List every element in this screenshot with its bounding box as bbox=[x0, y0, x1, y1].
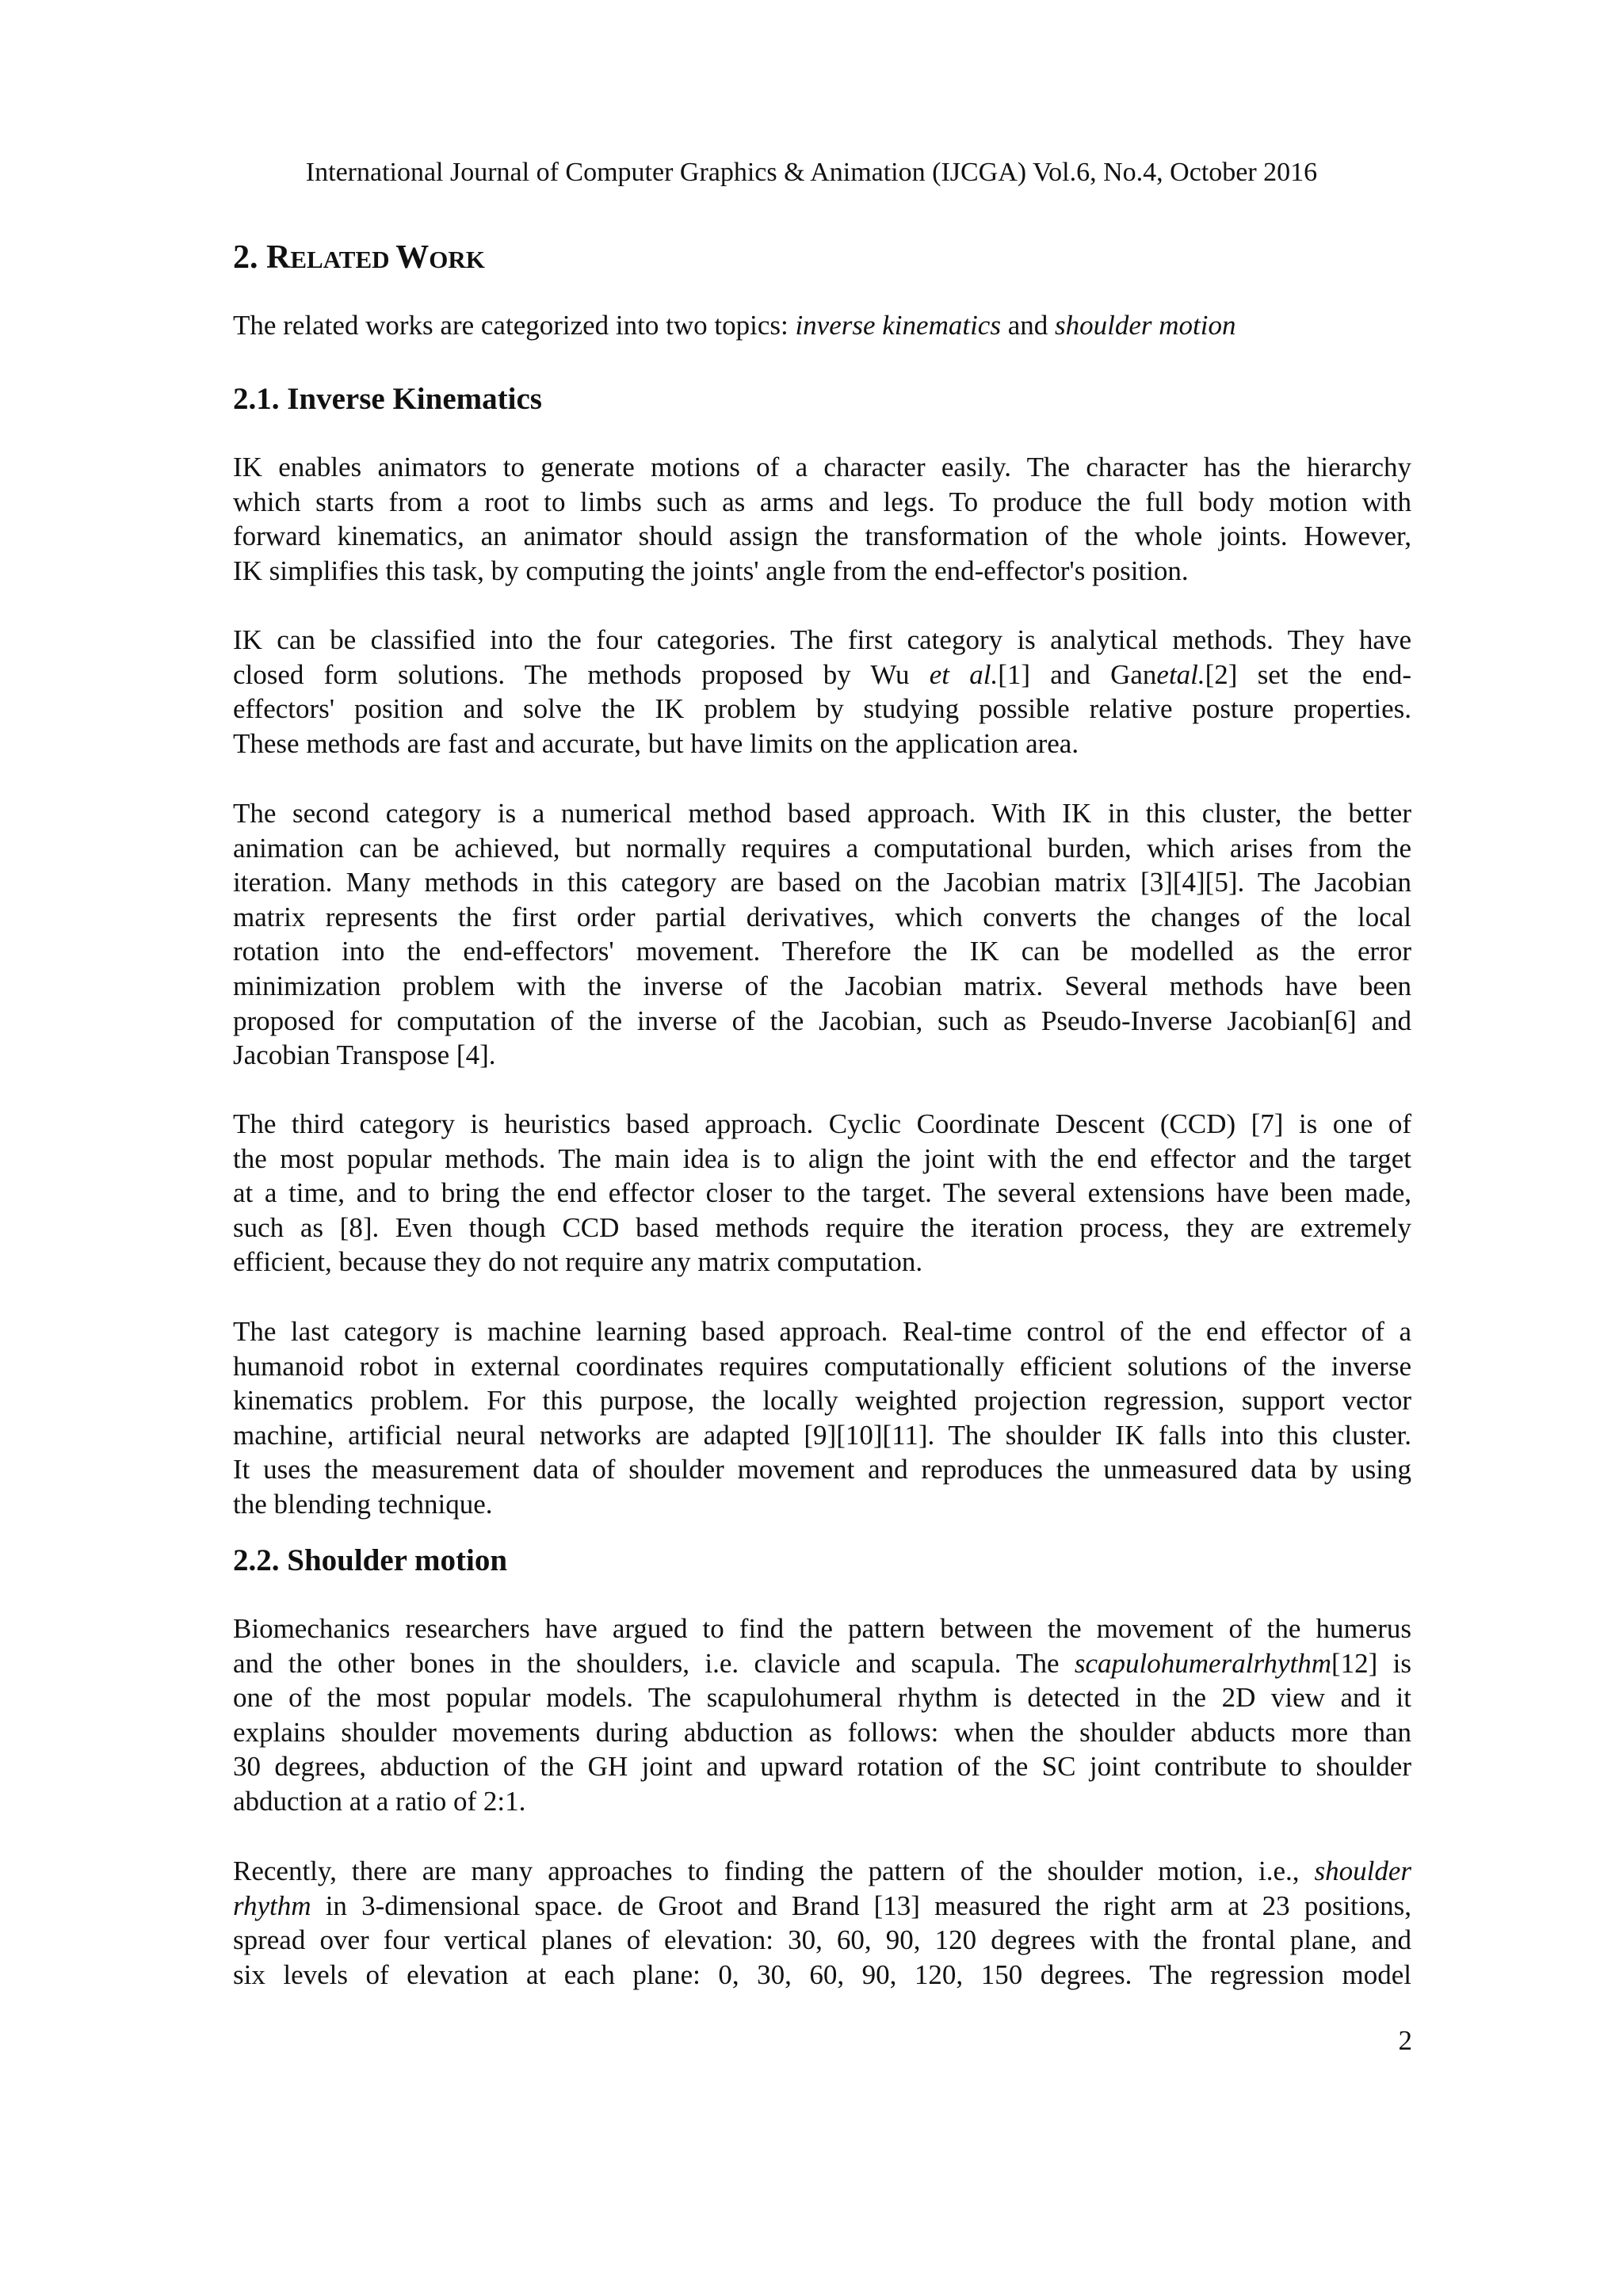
em-shoulder: shoulder bbox=[1314, 1855, 1411, 1886]
paragraph-ik-intro bbox=[233, 450, 1411, 588]
paragraph-machine-learning bbox=[233, 1314, 1411, 1522]
intro-em-shoulder-motion: shoulder motion bbox=[1055, 310, 1236, 341]
page-number: 2 bbox=[1398, 2025, 1412, 2056]
paragraph-heuristic-methods bbox=[233, 1107, 1411, 1280]
text-run: and the other bones in the shoulders, i.e. clavicle and scapula. The bbox=[233, 1647, 1075, 1679]
paragraph-line: machine, artificial neural networks are adapted [9][10][11]. The shoulder IK falls into this cluster. bbox=[233, 1419, 1411, 1451]
paragraph-line: abduction at a ratio of 2:1. bbox=[233, 1785, 526, 1817]
section-number: 2. bbox=[233, 239, 266, 276]
paragraph-line: which starts from a root to limbs such as arms and legs. To produce the full body motion with bbox=[233, 486, 1411, 517]
paragraph-line: the most popular methods. The main idea is to align the joint with the end effector and the target bbox=[233, 1142, 1411, 1174]
paragraph-line: 30 degrees, abduction of the GH joint and upward rotation of the SC joint contribute to shoulder bbox=[233, 1751, 1411, 1783]
paragraph-line: humanoid robot in external coordinates requires computationally efficient solutions of the inverse bbox=[233, 1350, 1411, 1382]
paragraph-line: efficient, because they do not require any matrix computation. bbox=[233, 1246, 923, 1278]
paragraph-line: The last category is machine learning based approach. Real-time control of the end effector of a bbox=[233, 1316, 1411, 1347]
running-header: International Journal of Computer Graphics & Animation (IJCGA) Vol.6, No.4, October 2016 bbox=[305, 158, 1318, 187]
paragraph-line: such as [8]. Even though CCD based methods require the iteration process, they are extremely bbox=[233, 1211, 1411, 1243]
paragraph-line bbox=[233, 1646, 1411, 1681]
paragraph-line: iteration. Many methods in this category are based on the Jacobian matrix [3][4][5]. The Jacobian bbox=[233, 867, 1411, 898]
intro-em-inverse-kinematics: inverse kinematics bbox=[795, 310, 1001, 341]
paragraph-line: explains shoulder movements during abduction as follows: when the shoulder abducts more than bbox=[233, 1716, 1411, 1748]
paragraph-line: matrix represents the first order partial derivatives, which converts the changes of the local bbox=[233, 901, 1411, 933]
subsection-heading-inverse-kinematics: 2.1. Inverse Kinematics bbox=[233, 382, 542, 416]
paragraph-line: The second category is a numerical method based approach. With IK in this cluster, the better bbox=[233, 798, 1411, 829]
paragraph-line: six levels of elevation at each plane: 0, 30, 60, 90, 120, 150 degrees. The regression model bbox=[233, 1958, 1411, 1990]
paragraph-line: The third category is heuristics based approach. Cyclic Coordinate Descent (CCD) [7] is one of bbox=[233, 1108, 1411, 1139]
section-heading-related-work bbox=[233, 235, 485, 282]
paragraph-line: These methods are fast and accurate, but have limits on the application area. bbox=[233, 727, 1079, 759]
text-run: [1] and Gan bbox=[998, 658, 1157, 690]
paragraph-numerical-methods bbox=[233, 796, 1411, 1073]
em-rhythm: rhythm bbox=[233, 1890, 311, 1921]
paragraph-line: IK can be classified into the four categories. The first category is analytical methods. They have bbox=[233, 624, 1411, 655]
text-run: closed form solutions. The methods proposed by Wu bbox=[233, 658, 930, 690]
paragraph-line: It uses the measurement data of shoulder movement and reproduces the unmeasured data by using bbox=[233, 1454, 1411, 1486]
intro-text-a: The related works are categorized into two topics: bbox=[233, 310, 796, 341]
text-run: Recently, there are many approaches to finding the pattern of the shoulder motion, i.e., bbox=[233, 1855, 1315, 1886]
subsection-heading-shoulder-motion: 2.2. Shoulder motion bbox=[233, 1543, 508, 1577]
em-et-al: et al. bbox=[929, 658, 999, 690]
paragraph-scapulohumeral-rhythm bbox=[233, 1611, 1411, 1819]
paragraph-shoulder-rhythm-3d bbox=[233, 1854, 1411, 1992]
paragraph-line: Jacobian Transpose [4]. bbox=[233, 1039, 496, 1071]
paragraph-line: kinematics problem. For this purpose, the locally weighted projection regression, support vector bbox=[233, 1385, 1411, 1417]
paragraph-line: animation can be achieved, but normally requires a computational burden, which arises from the bbox=[233, 832, 1411, 864]
paragraph-line: forward kinematics, an animator should assign the transformation of the whole joints. However, bbox=[233, 521, 1411, 552]
paragraph-line: proposed for computation of the inverse of the Jacobian, such as Pseudo-Inverse Jacobian[6] and bbox=[233, 1005, 1411, 1036]
section-title-r: R bbox=[266, 239, 291, 276]
paragraph-line: Biomechanics researchers have argued to find the pattern between the movement of the humerus bbox=[233, 1613, 1411, 1644]
paragraph-line: one of the most popular models. The scapulohumeral rhythm is detected in the 2D view and it bbox=[233, 1682, 1411, 1714]
paragraph-ik-categories bbox=[233, 623, 1411, 761]
paragraph-line: rotation into the end-effectors' movement. Therefore the IK can be modelled as the error bbox=[233, 936, 1411, 967]
paragraph-line: the blending technique. bbox=[233, 1488, 493, 1520]
text-run: in 3-dimensional space. de Groot and Brand [13] measured the right arm at 23 positions, bbox=[311, 1890, 1411, 1921]
text-run: [12] is bbox=[1331, 1647, 1412, 1679]
paragraph-line: at a time, and to bring the end effector closer to the target. The several extensions have been made, bbox=[233, 1177, 1411, 1209]
paragraph-line bbox=[233, 1854, 1411, 1889]
paragraph-line: IK simplifies this task, by computing the joints' angle from the end-effector's position. bbox=[233, 555, 1189, 586]
section-title-ork: ORK bbox=[429, 246, 485, 273]
paragraph-line: effectors' position and solve the IK problem by studying possible relative posture properties. bbox=[233, 693, 1411, 725]
em-etal: etal. bbox=[1156, 658, 1205, 690]
section-title-elated: ELATED bbox=[290, 246, 396, 273]
paragraph-line bbox=[233, 658, 1411, 692]
em-scapulohumeralrhythm: scapulohumeralrhythm bbox=[1074, 1647, 1331, 1679]
paragraph-line: spread over four vertical planes of elevation: 30, 60, 90, 120 degrees with the frontal plane, and bbox=[233, 1924, 1411, 1956]
paragraph-line bbox=[233, 1889, 1411, 1924]
section-title-w: W bbox=[395, 239, 430, 276]
intro-text-b: and bbox=[1000, 310, 1055, 341]
paragraph-line: minimization problem with the inverse of the Jacobian matrix. Several methods have been bbox=[233, 970, 1411, 1001]
intro-sentence bbox=[233, 308, 1411, 343]
paragraph-line: IK enables animators to generate motions of a character easily. The character has the hierarchy bbox=[233, 452, 1411, 482]
text-run: [2] set the end- bbox=[1205, 658, 1412, 690]
